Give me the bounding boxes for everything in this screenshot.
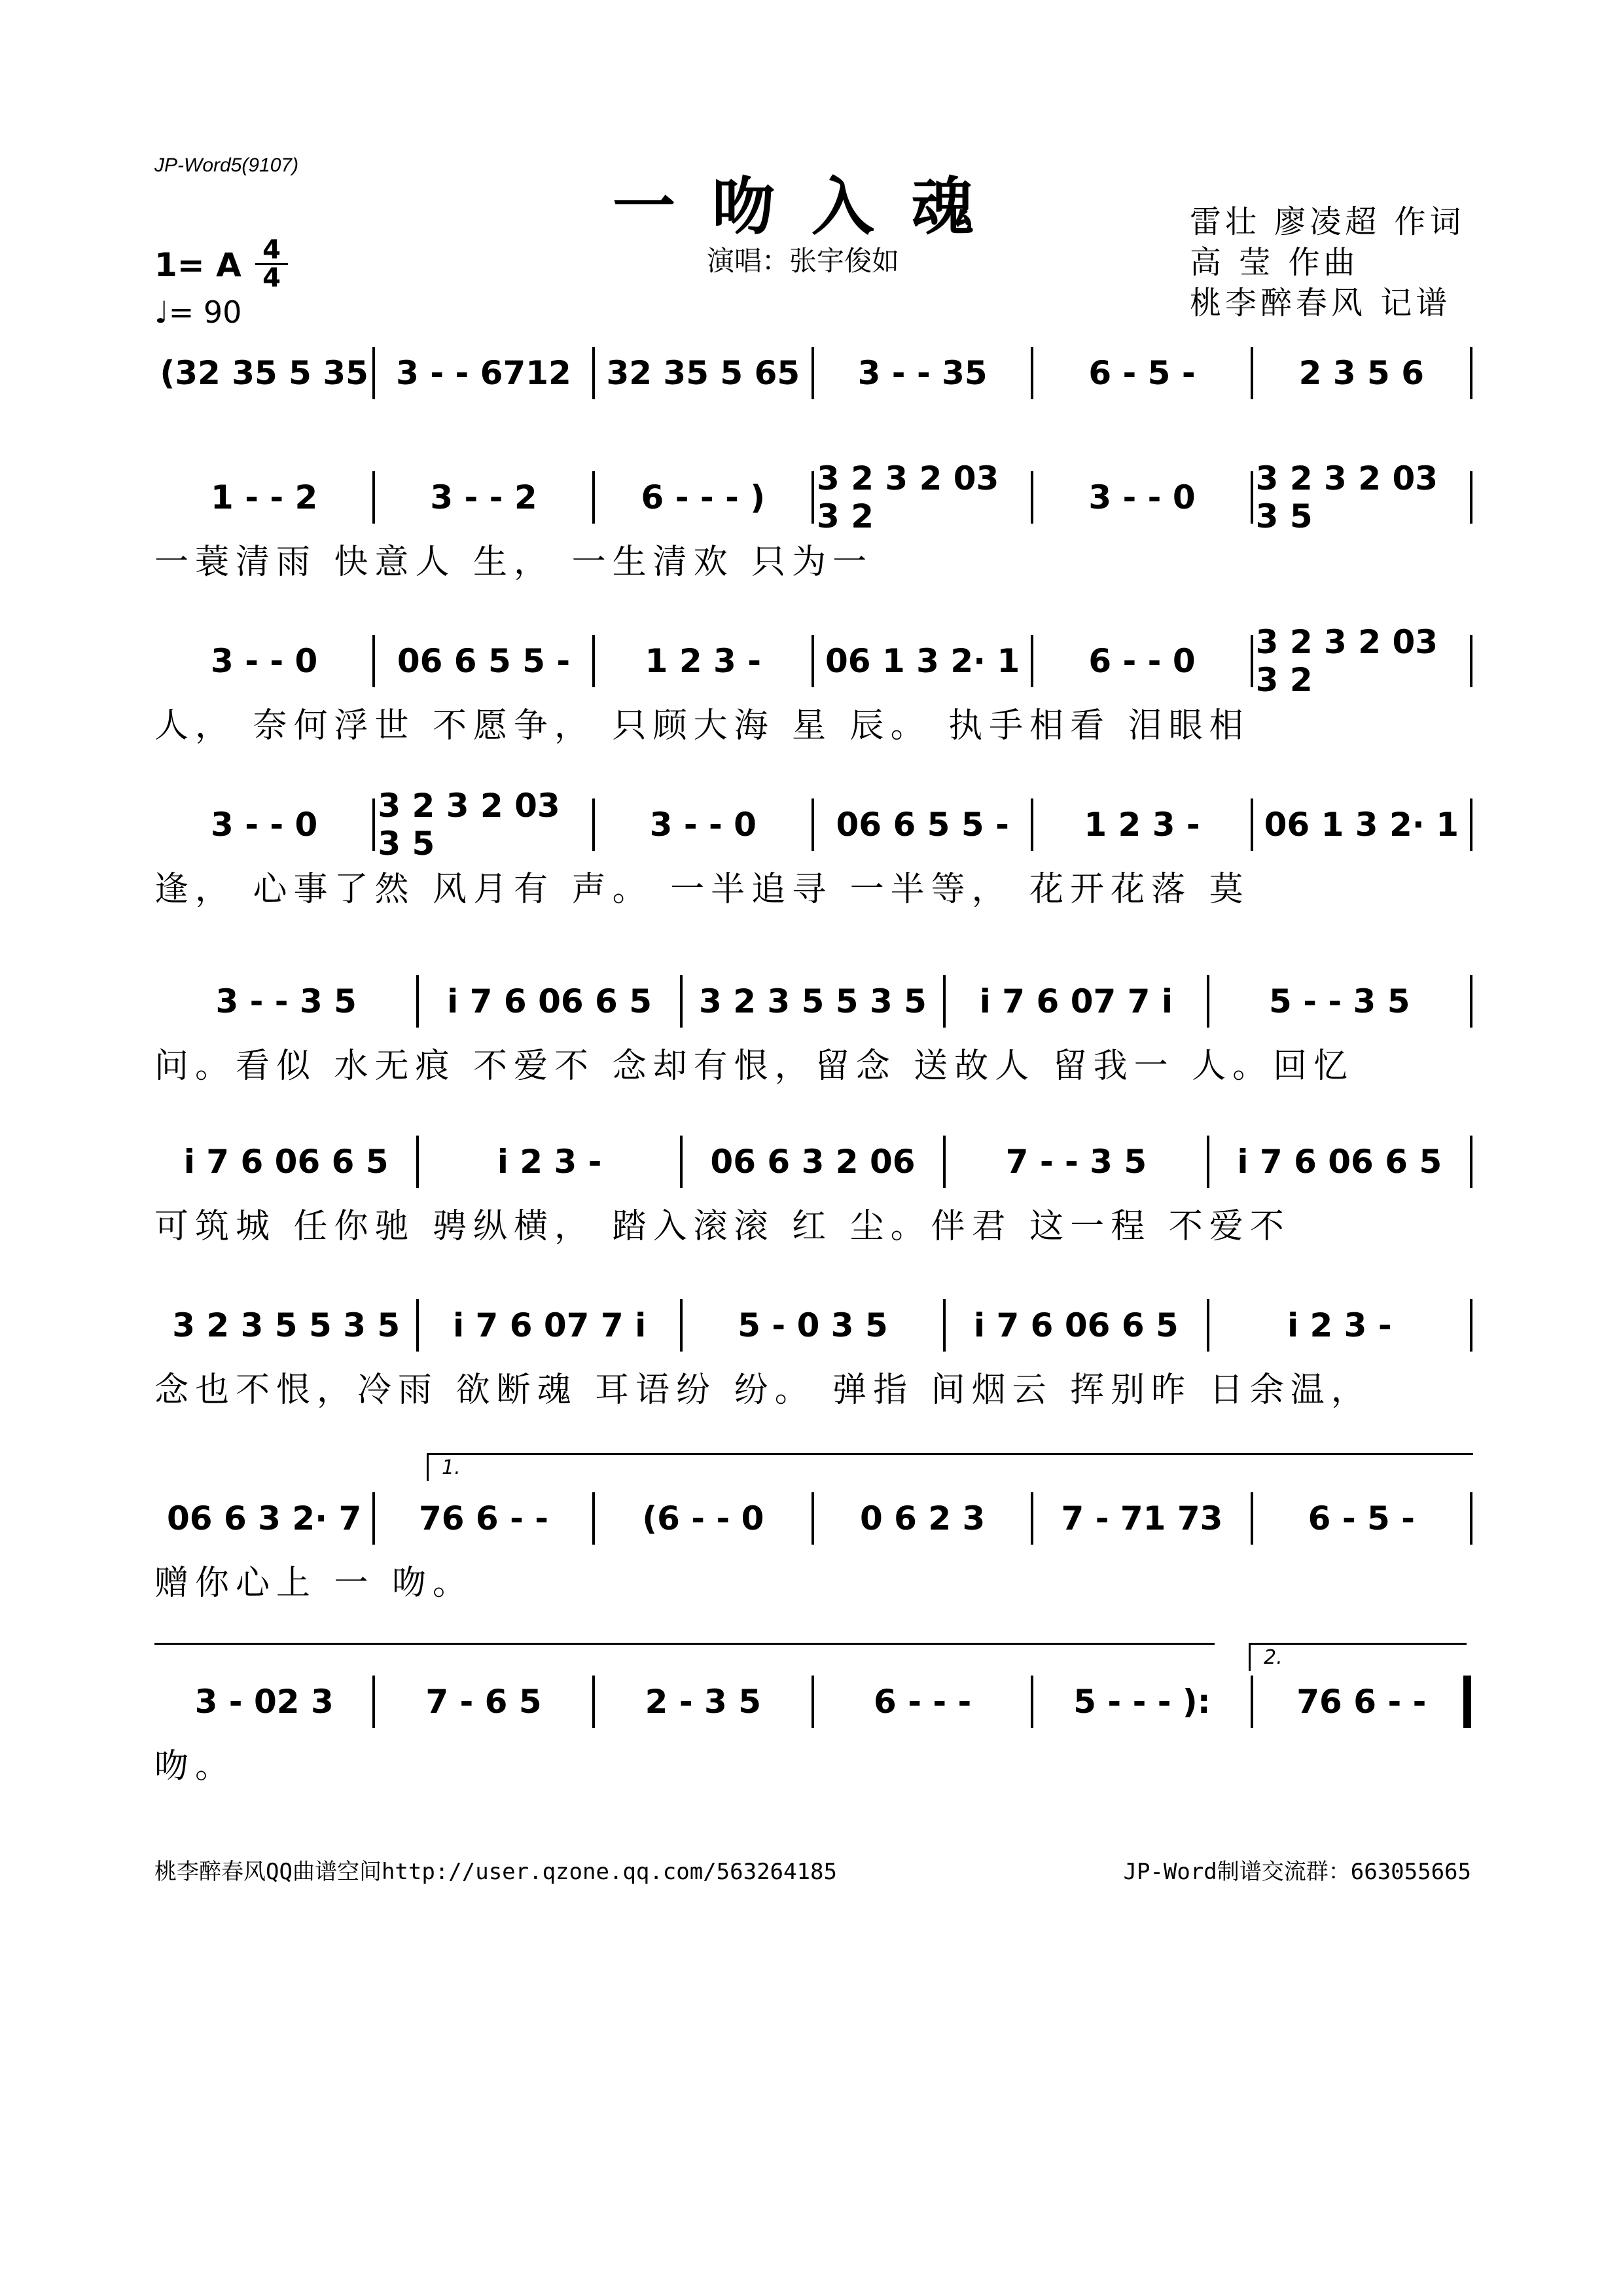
measure: 6 - - 0: [1088, 642, 1196, 680]
barline: [1207, 1136, 1209, 1188]
lyric-line: 一蓑清雨 快意人 生， 一生清欢 只为一: [154, 543, 874, 582]
measure: 6 - 5 -: [1088, 354, 1196, 392]
barline: [1251, 798, 1253, 851]
barline: [1251, 347, 1253, 399]
measure: i 7 6 07 7 i: [979, 982, 1173, 1020]
measure: 5 - - 3 5: [1269, 982, 1410, 1020]
staff-line: [154, 623, 1471, 699]
time-signature-top: 4: [262, 235, 281, 265]
measure: 32 35 5 65: [606, 354, 800, 392]
lyric-line: 逢， 心事了然 风月有 声。 一半追寻 一半等， 花开花落 莫: [154, 870, 1250, 909]
measure: 06 1 3 2· 1: [1264, 806, 1459, 844]
barline: [372, 347, 375, 399]
barline: [372, 635, 375, 687]
barline: [812, 471, 814, 524]
measure: i 7 6 06 6 5: [1237, 1143, 1442, 1181]
measure: 06 6 3 2 06: [710, 1143, 916, 1181]
measure: 3 - - 0: [1088, 478, 1196, 516]
staff-line: [154, 459, 1471, 535]
measure: 7 - 6 5: [425, 1683, 542, 1721]
barline: [416, 1136, 419, 1188]
barline: [372, 798, 375, 851]
composer-credit: 高 莹 作曲: [1190, 244, 1359, 281]
measure: 3 2 3 2 03 3 5: [1255, 459, 1438, 535]
barline: [1251, 1676, 1253, 1728]
barline: [943, 975, 946, 1028]
measure: 0 6 2 3: [859, 1499, 986, 1537]
staff-line: [154, 787, 1471, 863]
lyric-line: 问。看似 水无痕 不爱不 念却有恨，留念 送故人 留我一 人。回忆: [154, 1047, 1355, 1086]
barline: [1251, 635, 1253, 687]
staff-line: [154, 1492, 1471, 1545]
barline: [943, 1299, 946, 1352]
barline: [592, 1492, 595, 1545]
measure: 3 2 3 5 5 3 5: [172, 1306, 401, 1344]
barline: [680, 975, 683, 1028]
barline: [680, 1299, 683, 1352]
singer-credit: 演唱：张宇俊如: [707, 245, 900, 277]
footer-right: JP-Word制谱交流群：663055665: [1123, 1859, 1471, 1885]
lyricist-credit: 雷壮 廖凌超 作词: [1190, 204, 1465, 240]
barline: [1207, 1299, 1209, 1352]
first-ending-bracket: [427, 1453, 1473, 1481]
measure: 06 6 5 5 -: [836, 806, 1009, 844]
ending-rule: [154, 1643, 1215, 1645]
measure: 2 - 3 5: [645, 1683, 761, 1721]
measure: 3 - - 35: [857, 354, 988, 392]
barline: [812, 1492, 814, 1545]
barline: [1031, 798, 1033, 851]
measure: i 2 3 -: [1287, 1306, 1392, 1344]
measure: 3 - - 6712: [396, 354, 571, 392]
measure: 06 6 3 2· 7: [166, 1499, 362, 1537]
tempo-value: = 90: [168, 295, 242, 330]
key-signature: 1= A: [154, 246, 241, 284]
lyric-line: 念也不恨，冷雨 欲断魂 耳语纷 纷。 弹指 间烟云 挥别昨 日余温，: [154, 1371, 1372, 1410]
barline: [1470, 471, 1472, 524]
barline: [416, 1299, 419, 1352]
final-barline: [1463, 1676, 1471, 1728]
measure: 76 6 - -: [1296, 1683, 1427, 1721]
measure: 3 - - 0: [211, 806, 318, 844]
measure: 3 2 3 2 03 3 2: [817, 459, 999, 535]
barline: [592, 471, 595, 524]
lyric-line: 人， 奈何浮世 不愿争， 只顾大海 星 辰。 执手相看 泪眼相: [154, 706, 1250, 745]
measure: (6 - - 0: [642, 1499, 764, 1537]
measure: 3 - 02 3: [194, 1683, 334, 1721]
measure: 3 2 3 2 03 3 5: [378, 787, 560, 863]
measure: 5 - 0 3 5: [738, 1306, 888, 1344]
second-ending-label: 2.: [1264, 1646, 1283, 1669]
measure: 3 2 3 2 03 3 2: [1255, 623, 1438, 699]
barline: [1470, 798, 1472, 851]
barline: [812, 1676, 814, 1728]
barline: [943, 1136, 946, 1188]
second-ending-bracket: [1249, 1643, 1467, 1671]
barline: [1031, 471, 1033, 524]
barline: [812, 635, 814, 687]
measure: i 7 6 06 6 5: [183, 1143, 389, 1181]
barline: [1470, 1136, 1472, 1188]
barline: [1031, 347, 1033, 399]
measure: 3 - - 3 5: [215, 982, 357, 1020]
measure: i 7 6 06 6 5: [973, 1306, 1179, 1344]
transcriber-credit: 桃李醉春风 记谱: [1190, 285, 1452, 321]
staff-line: [154, 975, 1471, 1028]
measure: 6 - - -: [874, 1683, 972, 1721]
software-label: JP-Word5(9107): [154, 154, 299, 176]
barline: [372, 1492, 375, 1545]
measure: i 2 3 -: [497, 1143, 602, 1181]
measure: 06 1 3 2· 1: [825, 642, 1020, 680]
measure: 5 - - - ):: [1073, 1683, 1211, 1721]
barline: [372, 1676, 375, 1728]
measure: 2 3 5 6: [1298, 354, 1425, 392]
lyric-line: 吻。: [154, 1747, 236, 1786]
barline: [1470, 347, 1472, 399]
time-signature: [255, 237, 288, 291]
footer-left: 桃李醉春风QQ曲谱空间http://user.qzone.qq.com/563264185: [154, 1859, 837, 1885]
barline: [1031, 1676, 1033, 1728]
lyric-line: 赠你心上 一 吻。: [154, 1564, 474, 1603]
measure: 3 - - 0: [211, 642, 318, 680]
lyric-line: 可筑城 任你驰 骋纵横， 踏入滚滚 红 尘。伴君 这一程 不爱不: [154, 1207, 1291, 1246]
measure: (32 35 5 35: [160, 354, 368, 392]
song-title: 一吻入魂: [613, 170, 1010, 243]
staff-line: [154, 347, 1471, 399]
barline: [416, 975, 419, 1028]
barline: [812, 798, 814, 851]
measure: 3 - - 2: [430, 478, 537, 516]
barline: [1470, 1299, 1472, 1352]
barline: [1470, 1492, 1472, 1545]
barline: [680, 1136, 683, 1188]
barline: [1031, 1492, 1033, 1545]
barline: [1470, 975, 1472, 1028]
barline: [592, 798, 595, 851]
tempo-marking: [154, 295, 241, 330]
barline: [1470, 635, 1472, 687]
measure: i 7 6 07 7 i: [452, 1306, 647, 1344]
staff-line: [154, 1299, 1471, 1352]
measure: 76 6 - -: [418, 1499, 549, 1537]
quarter-note-icon: ♩: [154, 295, 169, 330]
measure: 06 6 5 5 -: [397, 642, 571, 680]
barline: [372, 471, 375, 524]
measure: 7 - 71 73: [1061, 1499, 1223, 1537]
measure: 7 - - 3 5: [1005, 1143, 1147, 1181]
barline: [1031, 635, 1033, 687]
measure: 1 2 3 -: [1084, 806, 1200, 844]
barline: [592, 635, 595, 687]
measure: 6 - 5 -: [1308, 1499, 1415, 1537]
barline: [1251, 471, 1253, 524]
measure: i 7 6 06 6 5: [447, 982, 652, 1020]
barline: [592, 1676, 595, 1728]
staff-line: [154, 1676, 1471, 1728]
staff-line: [154, 1136, 1471, 1188]
measure: 6 - - - ): [641, 478, 766, 516]
measure: 3 - - 0: [649, 806, 757, 844]
time-signature-bottom: 4: [255, 263, 288, 291]
barline: [812, 347, 814, 399]
measure: 1 2 3 -: [645, 642, 761, 680]
first-ending-label: 1.: [442, 1456, 461, 1479]
measure: 1 - - 2: [211, 478, 318, 516]
barline: [1207, 975, 1209, 1028]
measure: 3 2 3 5 5 3 5: [699, 982, 927, 1020]
barline: [1251, 1492, 1253, 1545]
barline: [592, 347, 595, 399]
